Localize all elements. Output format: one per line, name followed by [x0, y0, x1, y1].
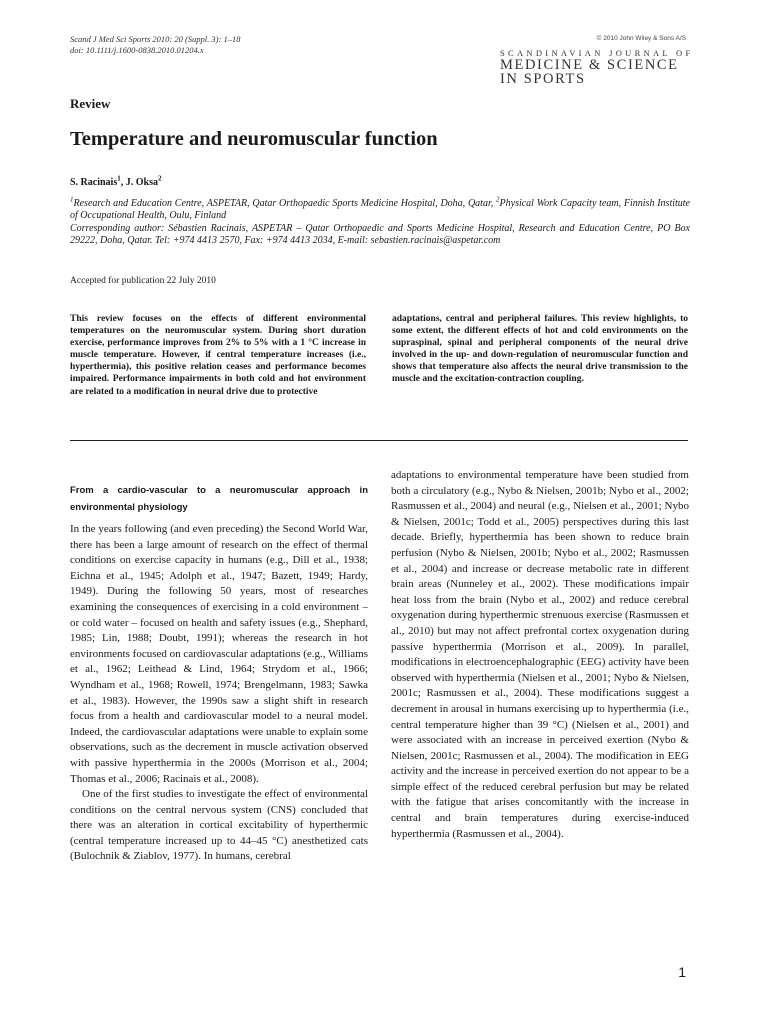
body-paragraph: In the years following (and even preceding) the Second World War, there has been a large amount of research on the effect of thermal conditions on exercise capacity in humans (e.g., Dill et al., 1938; Eichna et al., 1945; Adolph et al., 1947; Bazett, 1949; Hardy, 1949). During the following 50 years, most of researches examining the consequences of exercising in a cold environment – or cold water – focused on health and safety issues (e.g., Shephard, 1985; Lin, 1988; Doubt, 1991); whereas the research in hot environments focused on cardiovascular adaptations (e.g., Williams et al., 1962; Leithead & Lind, 1964; Strydom et al., 1966; Wyndham et al., 1968; Rowell, 1974; Brengelmann, 1983; Sawka et al., 1983). However, the 1990s saw a slight shift in research focus from a health and cardiovascular model to a neural model. Indeed, the cardiovascular adaptations were unable to explain some observations, such as the decrement in muscle activation observed with passive hyperthermia in the 2000s (Morrison et al., 2004; Thomas et al., 2006; Racinais et al., 2008).	[70, 523, 368, 785]
author-name: J. Oksa	[125, 177, 158, 188]
body-left-column	[70, 482, 368, 865]
affiliation-text: Research and Education Centre, ASPETAR, Qatar Orthopaedic Sports Medicine Hospital, Doha, Qatar,	[73, 198, 497, 209]
affiliation-list	[70, 195, 690, 223]
body-paragraph: adaptations to environmental temperature have been studied from both a circulatory (e.g., Nybo & Nielsen, 2001b; Nybo et al., 2002; Rasmussen et al., 2004) and neural (e.g., Nielsen et al., 2001; Nybo & Nielsen, 2001c; Todd et al., 2005) perspectives during this last decade. Briefly, hyperthermia has been shown to reduce brain perfusion (Nybo & Nielsen, 2001b; Nybo et al., 2002; Rasmussen et al., 2004) and increase or decrease metabolic rate in different brain areas (Nunneley et al., 2002). These modifications impair heat loss from the brain (Nybo et al., 2002) and reduce cerebral oxygenation during hyperthermic strenuous exercise (Rasmussen et al., 2010) but may not affect prefrontal cortex oxygenation during passive hyperthermia (Morrison et al., 2009). In parallel, modifications in electroencephalographic (EEG) activity have been observed with hyperthermia (Nielsen et al., 2001; Nybo & Nielsen, 2001c; Rasmussen et al., 2004). These modifications suggest a decrement in arousal in humans exercising up to hyperthermia (i.e., central temperature higher than 39 °C) (Nielsen et al., 2001) and were associated with an increase in perceived exertion (Nybo & Nielsen, 2001c; Rasmussen et al., 2004). The modification in EEG activity and the increase in perceived exertion do not appear to be a simple effect of the reduced cerebral perfusion but may be related with the fatigue that arises concomitantly with the increase in central and brain temperatures during exercise-induced hyperthermia (Rasmussen et al., 2004).	[391, 469, 689, 840]
body-paragraph: One of the first studies to investigate the effect of environmental conditions on the central nervous system (CNS) concluded that there was an alteration in cortical excitability of hyperthermic (central temperature increased up to 44–45 °C) anesthetized cats (Bulochnik & Ziablov, 1977). In humans, cerebral	[70, 788, 368, 863]
abstract-text: This review focuses on the effects of different environmental temperatures on the neuromuscular system. During short duration exercise, performance improves from 2% to 5% with a 1 °C increase in muscle temperature. However, if central temperature increases (i.e., hyperthermia), this positive relation ceases and performance becomes impaired. Performance impairments in both cold and hot environment are related to a modification in neural drive due to protective	[70, 314, 366, 397]
abstract-right-column	[392, 313, 688, 386]
journal-logo	[500, 48, 694, 86]
article-type: Review	[70, 96, 111, 111]
journal-name-line3: IN SPORTS	[500, 71, 586, 87]
copyright-notice: © 2010 John Wiley & Sons A/S	[596, 35, 686, 42]
affiliation-marker: 2	[157, 174, 162, 183]
journal-name-line1: SCANDINAVIAN JOURNAL OF	[500, 48, 694, 58]
affiliations	[70, 195, 690, 247]
body-right-column	[391, 468, 689, 842]
author-name: S. Racinais	[70, 177, 118, 188]
citation-volume: Scand J Med Sci Sports 2010: 20 (Suppl. 3): 1–18	[70, 34, 241, 44]
affiliation-marker: 2	[496, 195, 500, 204]
journal-citation	[70, 34, 240, 56]
affiliation-marker: 1	[70, 195, 74, 204]
abstract-text: adaptations, central and peripheral failures. This review highlights, to some extent, the different effects of hot and cold environments on the supraspinal, spinal and peripheral components of the neural drive involved in the up- and down-regulation of neuromuscular function and shows that temperature also affects the neural drive transmission to the muscle and the excitation-contraction coupling.	[392, 314, 688, 385]
author-separator: ,	[120, 177, 126, 188]
page-number: 1	[678, 964, 686, 980]
section-heading: From a cardio-vascular to a neuromuscular approach in environmental physiology	[70, 485, 368, 513]
article-title: Temperature and neuromuscular function	[70, 128, 438, 150]
acceptance-date: Accepted for publication 22 July 2010	[70, 276, 216, 286]
section-divider	[70, 440, 688, 441]
abstract-left-column	[70, 313, 366, 398]
affiliation-text: Physical Work Capacity team, Finnish Institute of Occupational Health, Oulu, Finland	[70, 198, 690, 222]
citation-doi: doi: 10.1111/j.1600-0838.2010.01204.x	[70, 45, 204, 55]
corresponding-author: Corresponding author: Sébastien Racinais, ASPETAR – Qatar Orthopaedic and Sports Medicine Hospital, Research and Education Centre, PO Box 29222, Doha, Qatar. Tel: +974 4413 2570, Fax: +974 4413 2034, E-mail: sebastien.racinais@aspetar.com	[70, 222, 690, 246]
journal-name-line2: MEDICINE & SCIENCE	[500, 57, 679, 73]
author-list	[70, 174, 162, 188]
affiliation-marker: 1	[117, 174, 121, 183]
